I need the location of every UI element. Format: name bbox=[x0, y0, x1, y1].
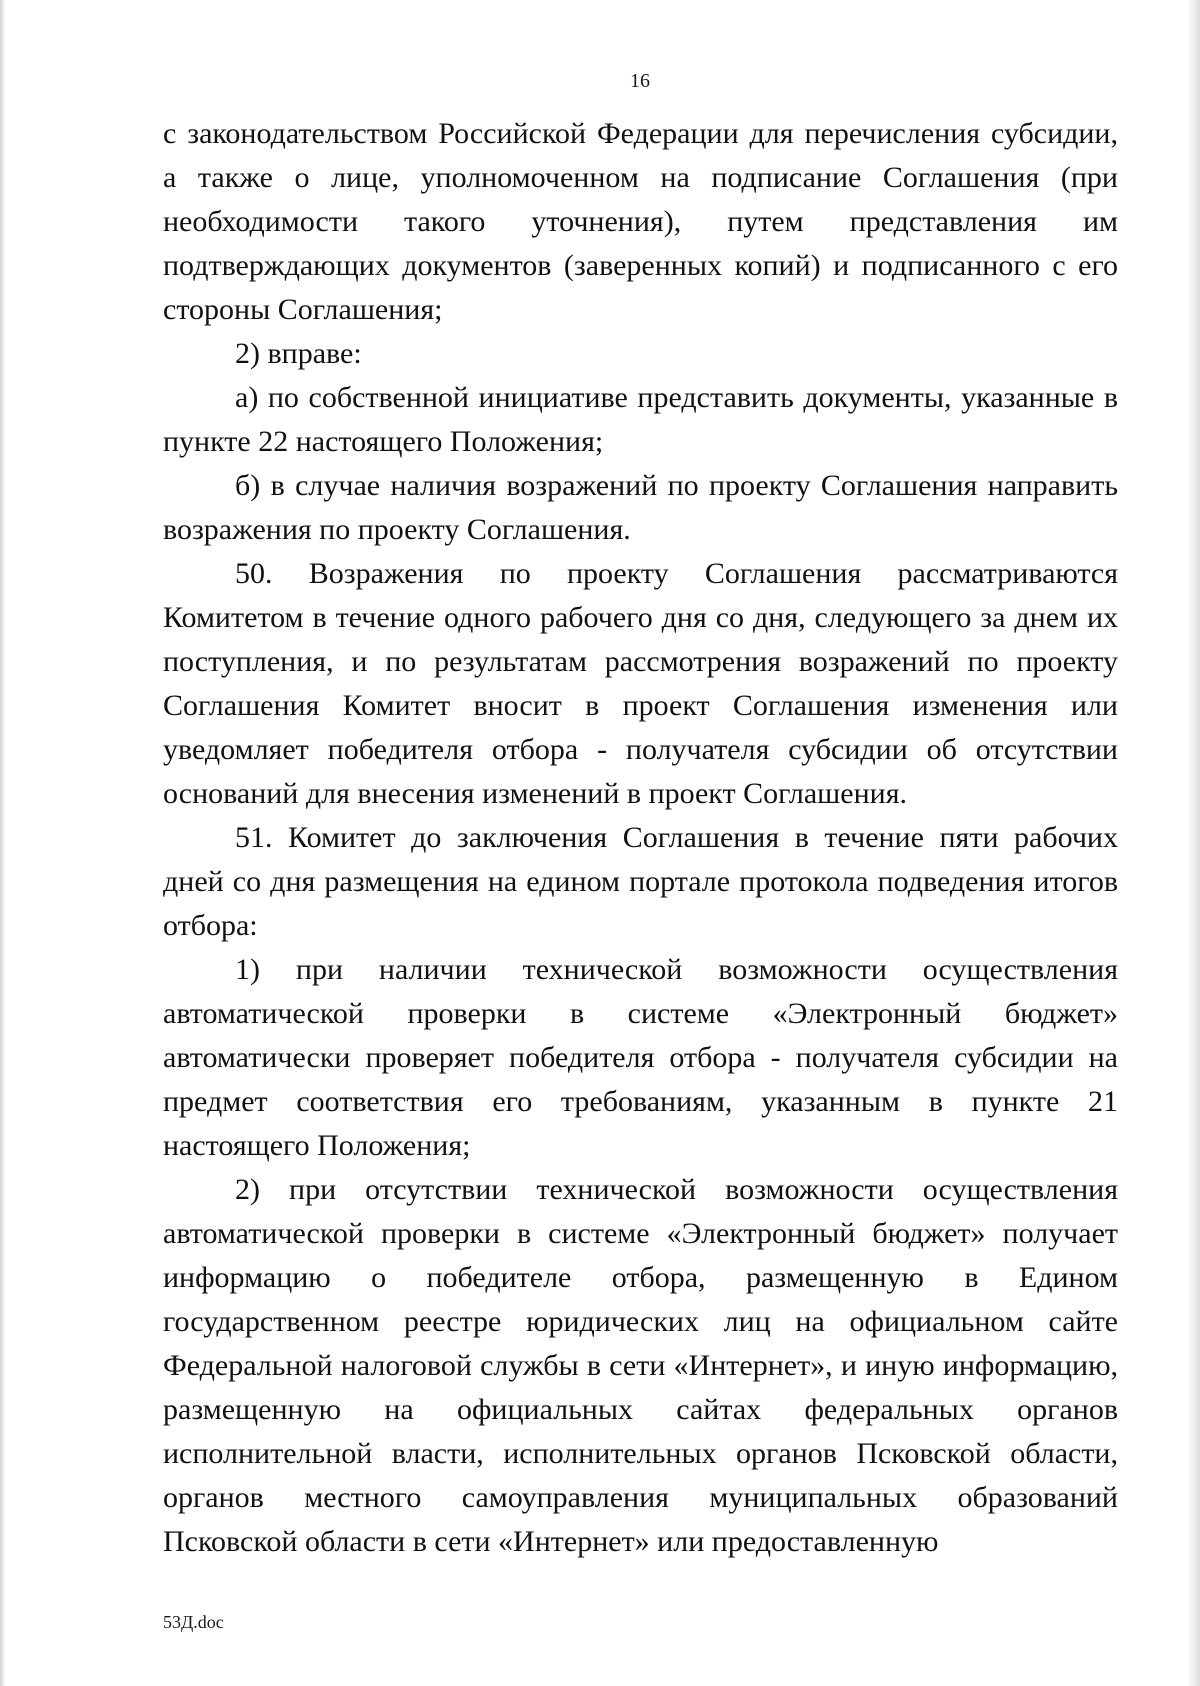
paragraph-continuation: с законодательством Российской Федерации для перечисления субсидии, а также о лице, уполномоченном на подписание Соглашения (при необходимости такого уточнения), путем представления им подтверждающих документов (заверенных копий) и подписанного с его стороны Соглашения; bbox=[163, 117, 1118, 326]
paragraph-subitem-b: б) в случае наличия возражений по проекту Соглашения направить возражения по проекту Соглашения. bbox=[163, 469, 1118, 546]
paragraph-51-item-2: 2) при отсутствии технической возможности осуществления автоматической проверки в системе «Электронный бюджет» получает информацию о победителе отбора, размещенную в Едином государственном реестре юридических лиц на официальном сайте Федеральной налоговой службы в сети «Интернет», и иную информацию, размещенную на официальных сайтах федеральных органов исполнительной власти, исполнительных органов Псковской области, органов местного самоуправления муниципальных образований Псковской области в сети «Интернет» или предоставленную bbox=[163, 1173, 1118, 1558]
paragraph-subitem-a: а) по собственной инициативе представить документы, указанные в пункте 22 настоящего Положения; bbox=[163, 381, 1118, 458]
document-body bbox=[163, 112, 1118, 1564]
scan-edge-right bbox=[1186, 0, 1200, 1686]
scan-edge-left bbox=[0, 0, 6, 1686]
page-number: 16 bbox=[630, 70, 650, 92]
paragraph-item-2: 2) вправе: bbox=[235, 337, 362, 370]
paragraph-51: 51. Комитет до заключения Соглашения в течение пяти рабочих дней со дня размещения на едином портале протокола подведения итогов отбора: bbox=[163, 821, 1118, 942]
paragraph-50: 50. Возражения по проекту Соглашения рассматриваются Комитетом в течение одного рабочего дня со дня, следующего за днем их поступления, и по результатам рассмотрения возражений по проекту Соглашения Комитет вносит в проект Соглашения изменения или уведомляет победителя отбора - получателя субсидии об отсутствии оснований для внесения изменений в проект Соглашения. bbox=[163, 557, 1118, 810]
paragraph-51-item-1: 1) при наличии технической возможности осуществления автоматической проверки в системе «Электронный бюджет» автоматически проверяет победителя отбора - получателя субсидии на предмет соответствия его требованиям, указанным в пункте 21 настоящего Положения; bbox=[163, 953, 1118, 1162]
footer-filename: 53Д.doc bbox=[163, 1612, 224, 1632]
